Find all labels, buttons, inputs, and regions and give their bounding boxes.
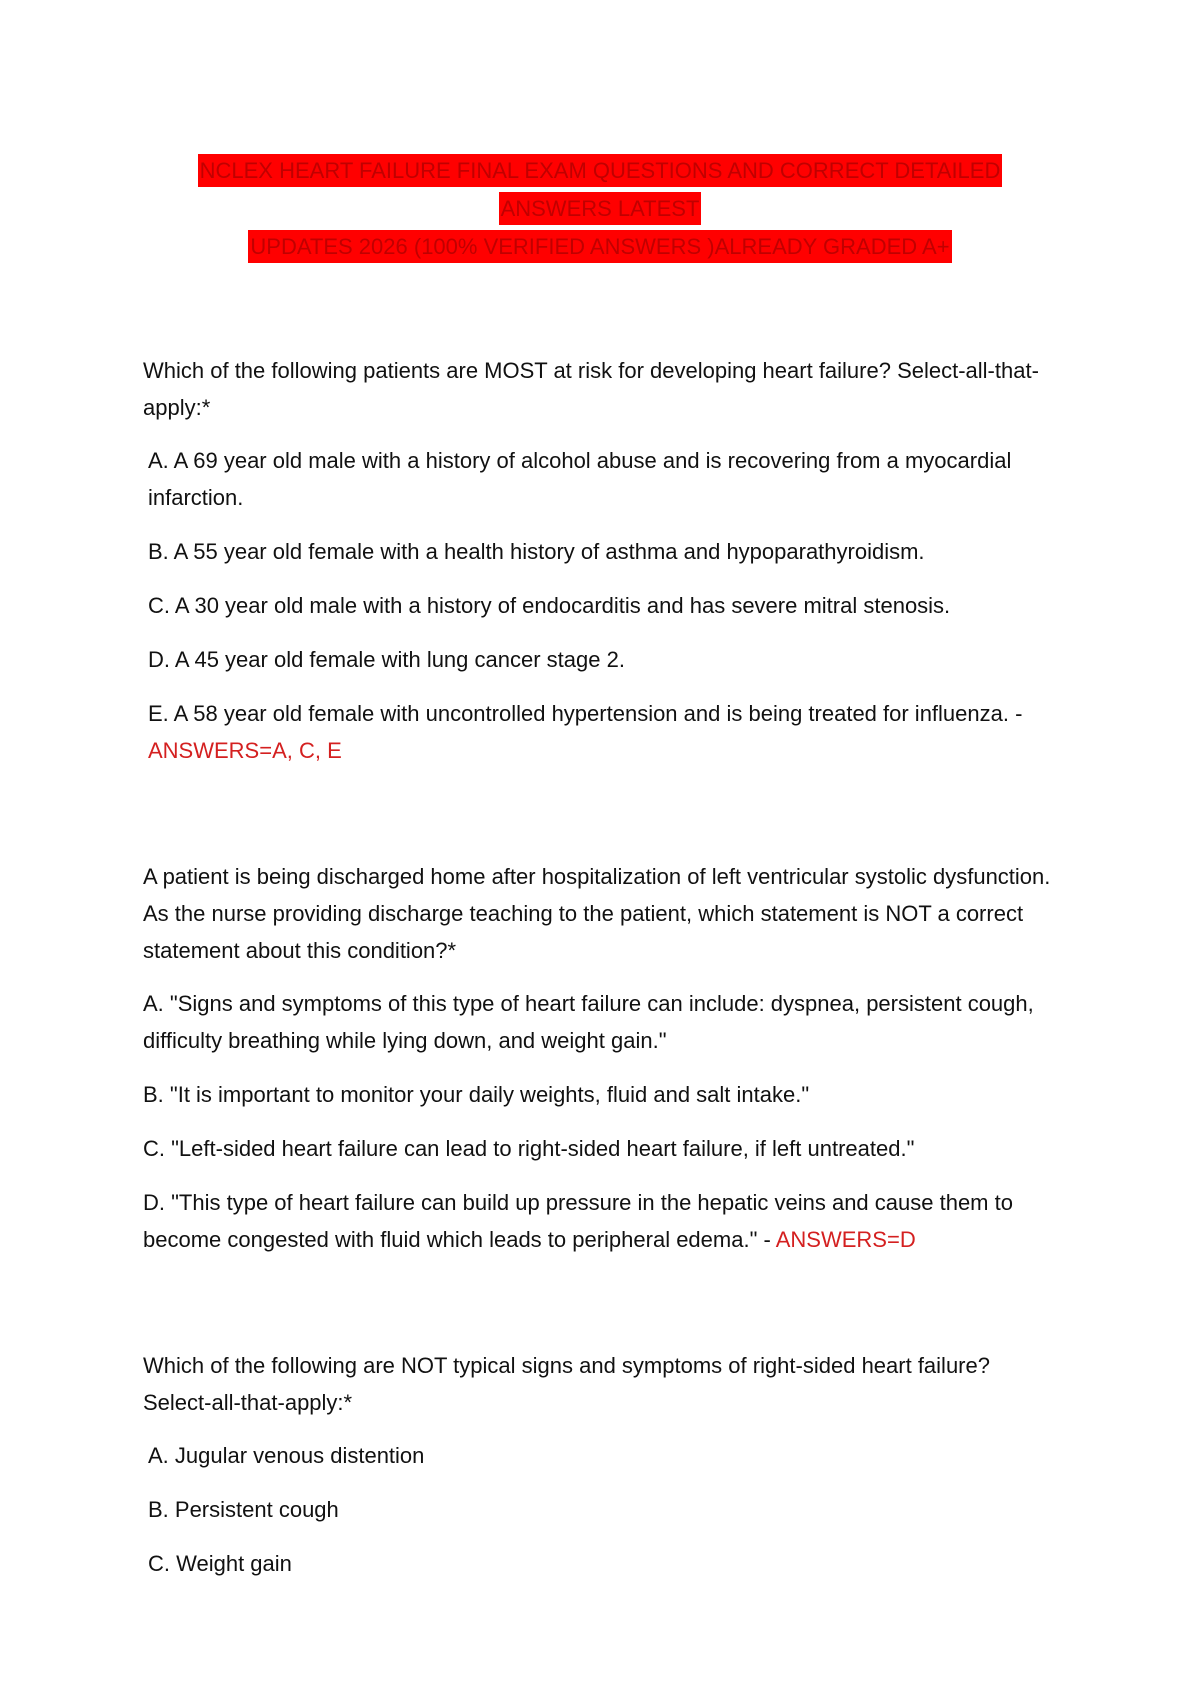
question-1 [143,352,1063,769]
question-stem: Which of the following patients are MOST at risk for developing heart failure? Select-all-that-apply:* [143,358,1039,420]
question-3 [143,1347,1063,1582]
option-a: A. A 69 year old male with a history of alcohol abuse and is recovering from a myocardial infarction. [148,448,1012,510]
option-b: B. "It is important to monitor your daily weights, fluid and salt intake." [143,1082,810,1107]
answer-key: ANSWERS=A, C, E [148,738,342,763]
option-c: C. "Left-sided heart failure can lead to right-sided heart failure, if left untreated." [143,1136,915,1161]
option-b: B. A 55 year old female with a health history of asthma and hypoparathyroidism. [148,539,925,564]
document-title [150,152,1050,266]
title-line-1: NCLEX HEART FAILURE FINAL EXAM QUESTIONS AND CORRECT DETAILED ANSWERS LATEST [198,154,1003,225]
option-c: C. A 30 year old male with a history of endocarditis and has severe mitral stenosis. [148,593,951,618]
option-c: C. Weight gain [148,1551,292,1576]
title-line-2: UPDATES 2026 (100% VERIFIED ANSWERS )ALREADY GRADED A+ [248,230,951,263]
option-e-text: E. A 58 year old female with uncontrolled hypertension and is being treated for influenza. - [148,701,1023,726]
question-2 [143,858,1063,1258]
option-b: B. Persistent cough [148,1497,339,1522]
option-d-text: D. "This type of heart failure can build up pressure in the hepatic veins and cause them to become congested with fluid which leads to peripheral edema." - [143,1190,1013,1252]
option-a: A. Jugular venous distention [148,1443,425,1468]
option-d [143,1184,1063,1258]
question-stem: A patient is being discharged home after hospitalization of left ventricular systolic dysfunction. As the nurse providing discharge teaching to the patient, which statement is NOT a correct statement about this condition?* [143,864,1051,963]
option-d: D. A 45 year old female with lung cancer stage 2. [148,647,625,672]
option-a: A. "Signs and symptoms of this type of heart failure can include: dyspnea, persistent cough, difficulty breathing while lying down, and weight gain." [143,991,1034,1053]
question-stem: Which of the following are NOT typical signs and symptoms of right-sided heart failure? Select-all-that-apply:* [143,1353,990,1415]
questions-content [143,352,1063,1599]
option-e [143,695,1063,769]
answer-key: ANSWERS=D [775,1227,916,1252]
